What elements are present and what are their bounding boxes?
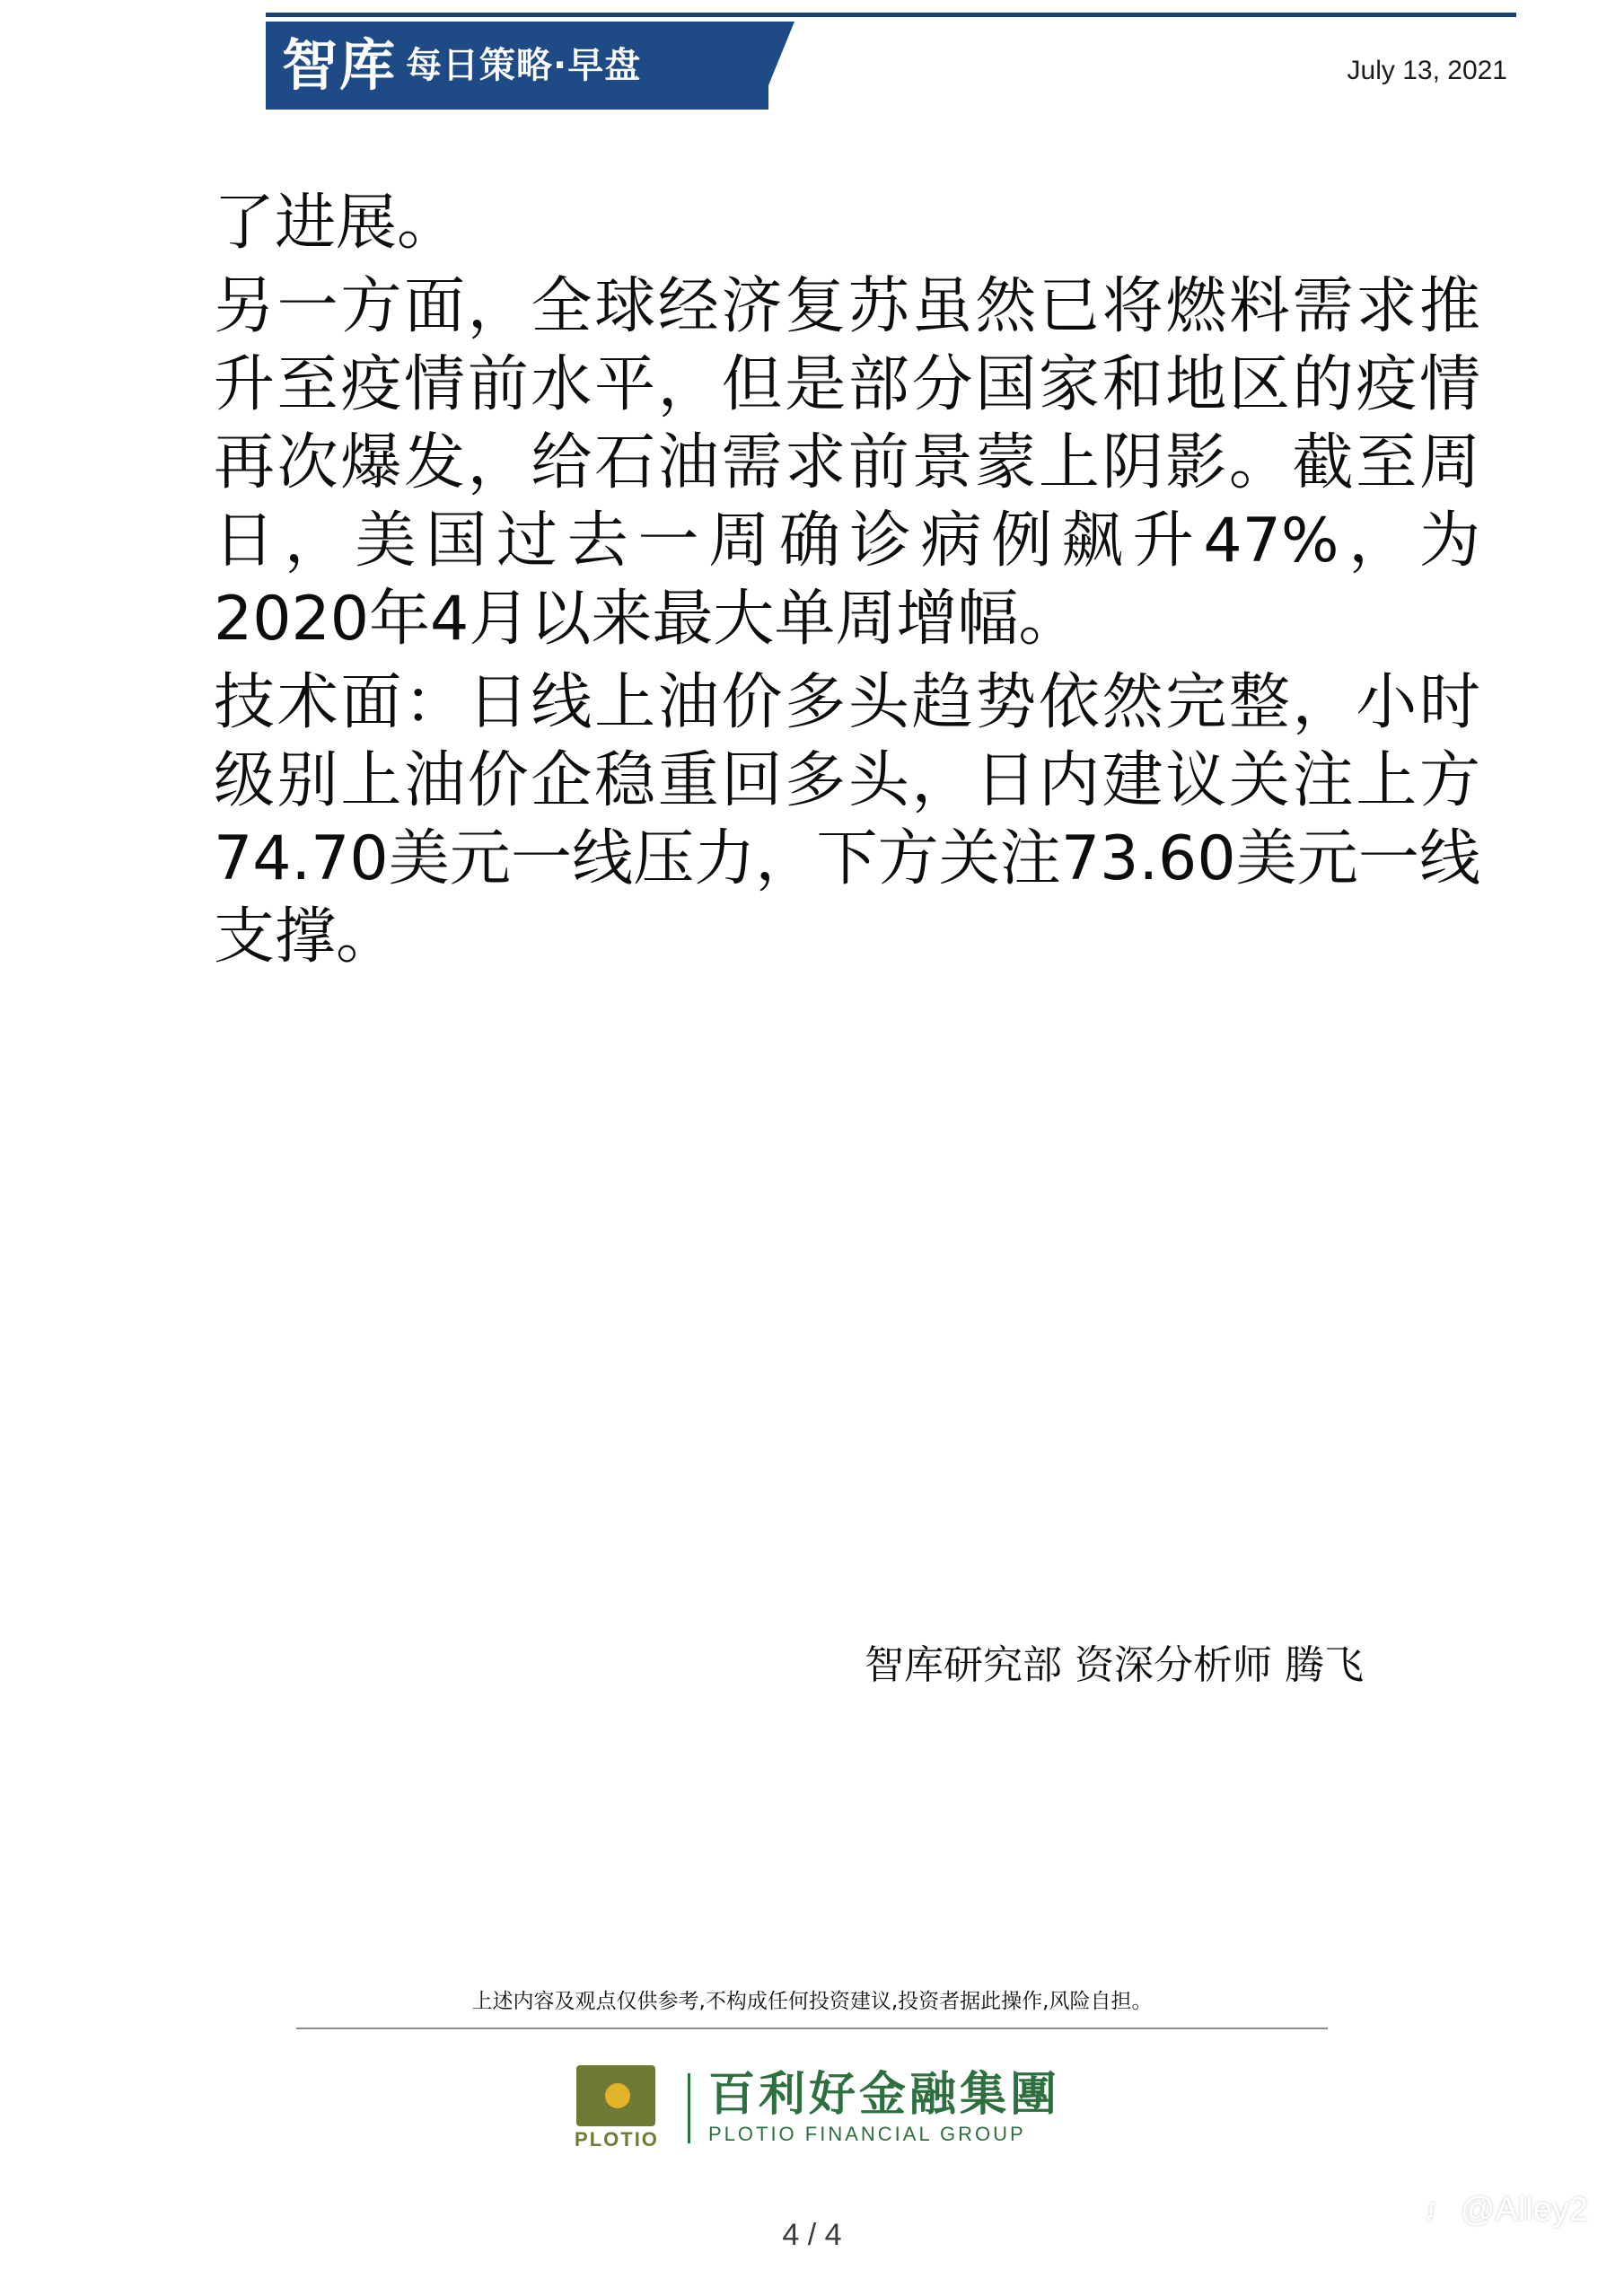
brand-logo-main-text: 智库 xyxy=(282,32,398,98)
author-signature: 智库研究部 资深分析师 腾飞 xyxy=(865,1642,1364,1688)
footer-brand-logo xyxy=(0,2065,1624,2151)
brand-name-block xyxy=(707,2067,1060,2147)
disclaimer-rule xyxy=(296,2028,1328,2029)
disclaimer-container xyxy=(0,1984,1624,2023)
paragraph-2: 另一方面，全球经济复苏虽然已将燃料需求推升至疫情前水平，但是部分国家和地区的疫情再次爆发，给石油需求前景蒙上阴影。截至周日，美国过去一周确诊病例飙升47%，为2020年4月以来最大单周增幅。 xyxy=(214,271,1480,655)
brand-logo-tail-shape xyxy=(759,22,794,110)
brand-divider xyxy=(688,2073,690,2143)
paragraph-1: 了进展。 xyxy=(214,188,459,259)
page-number: 4 / 4 xyxy=(782,2218,842,2252)
brand-name-cn: 百利好金融集團 xyxy=(707,2067,1060,2122)
plotio-dot-shape xyxy=(605,2083,630,2108)
plotio-mark-word: PLOTIO xyxy=(575,2128,659,2151)
brand-logo-badge xyxy=(266,22,768,110)
watermark xyxy=(1412,2191,1588,2230)
header-date: July 13, 2021 xyxy=(1347,56,1507,85)
document-body xyxy=(214,184,1480,981)
brand-logo-sub-text: 每日策略·早盘 xyxy=(406,45,642,86)
watermark-handle: @Alley2 xyxy=(1460,2191,1588,2229)
paragraph-3: 技术面：日线上油价多头趋势依然完整，小时级别上油价企稳重回多头，日内建议关注上方74.70美元一线压力，下方关注73.60美元一线支撑。 xyxy=(214,667,1480,973)
header-top-rule xyxy=(266,13,1516,17)
disclaimer-text: 上述内容及观点仅供参考,不构成任何投资建议,投资者据此操作,风险自担。 xyxy=(471,1990,1153,2013)
plotio-mark-icon xyxy=(564,2065,670,2151)
signature-icon: ᶘ xyxy=(1412,2192,1450,2230)
document-header xyxy=(0,0,1624,153)
brand-name-en: PLOTIO FINANCIAL GROUP xyxy=(707,2123,1026,2146)
